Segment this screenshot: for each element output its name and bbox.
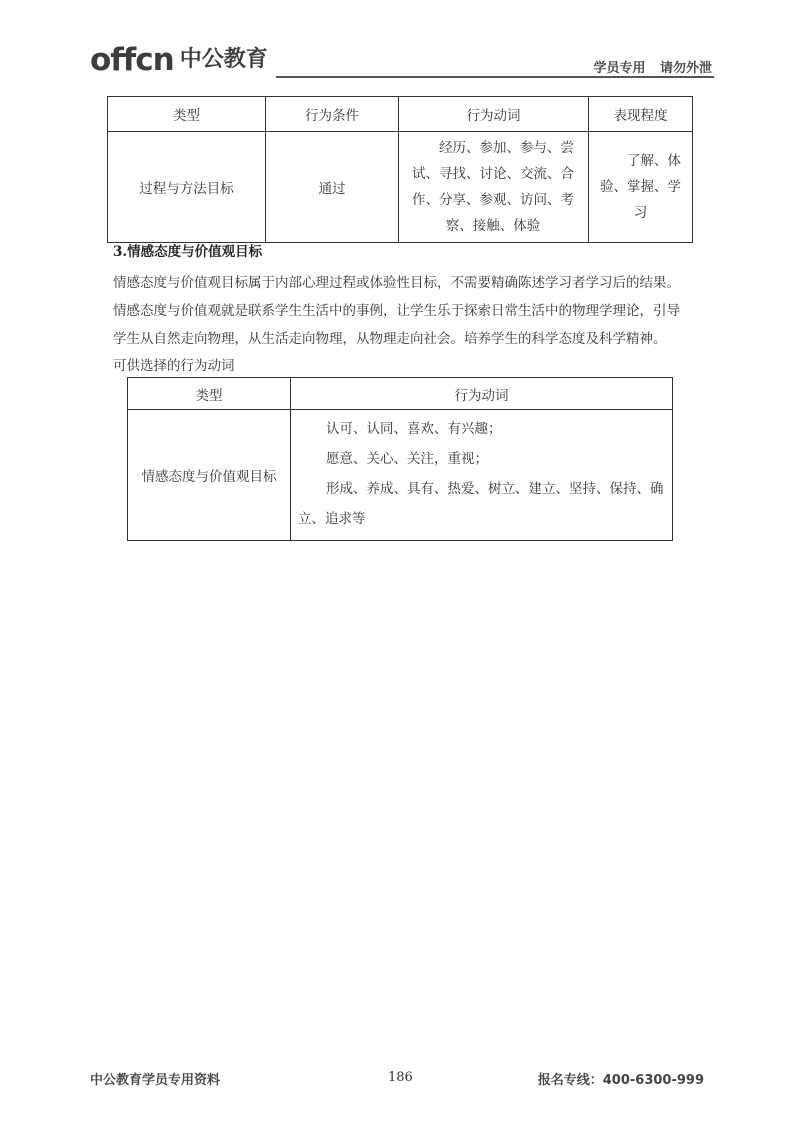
- logo-text: 中公教育: [179, 47, 268, 72]
- page-header: [90, 38, 714, 83]
- offcn-logo: [90, 38, 268, 78]
- header-verbs: 行为动词: [399, 97, 589, 132]
- paragraph-2: 情感态度与价值观就是联系学生生活中的事例，让学生乐于探索日常生活中的物理学理论，引导学生从自然走向物理，从生活走向物理，从物理走向社会。培养学生的科学态度及科学精神。: [113, 303, 680, 347]
- page-number: 186: [388, 1070, 413, 1085]
- cell-verbs: [291, 410, 673, 541]
- paragraph-1: 情感态度与价值观目标属于内部心理过程或体验性目标，不需要精确陈述学习者学习后的结果。: [113, 275, 680, 291]
- cell-degree: 了解、体验、掌握、学习: [589, 132, 693, 243]
- header-condition: 行为条件: [266, 97, 399, 132]
- header-degree: 表现程度: [589, 97, 693, 132]
- cell-condition: 通过: [266, 132, 399, 243]
- cell-type: 情感态度与价值观目标: [128, 410, 291, 541]
- header-type: 类型: [128, 378, 291, 410]
- footer-material-label: 中公教育学员专用资料: [90, 1073, 221, 1088]
- table-header-row: [128, 378, 673, 410]
- header-type: 类型: [108, 97, 266, 132]
- table-row: [108, 132, 693, 243]
- header-tag-confidential: 请勿外泄: [659, 61, 712, 76]
- cell-type: 过程与方法目标: [108, 132, 266, 243]
- verb-line-2: 愿意、关心、关注，重视；: [326, 451, 488, 467]
- logo-mark: offcn: [90, 42, 174, 78]
- header-verbs: 行为动词: [291, 378, 673, 410]
- verb-line-1: 认可、认同、喜欢、有兴趣；: [326, 421, 502, 437]
- table-header-row: [108, 97, 693, 132]
- affective-values-table: [127, 377, 673, 541]
- verb-line-3: 形成、养成、具有、热爱、树立、建立、坚持、保持、确立、追求等: [298, 481, 664, 527]
- table-row: [128, 410, 673, 541]
- paragraph-3: 可供选择的行为动词: [113, 358, 235, 374]
- cell-verbs: 经历、参加、参与、尝试、寻找、讨论、交流、合作、分享、参观、访问、考察、接触、体验: [399, 132, 589, 243]
- section-heading: 3.情感态度与价值观目标: [113, 244, 263, 260]
- header-rule: [276, 76, 714, 78]
- header-tag-students: 学员专用: [593, 61, 646, 76]
- process-method-table: [107, 96, 693, 243]
- footer-hotline: 报名专线：400-6300-999: [537, 1073, 704, 1088]
- header-tags: [593, 57, 712, 76]
